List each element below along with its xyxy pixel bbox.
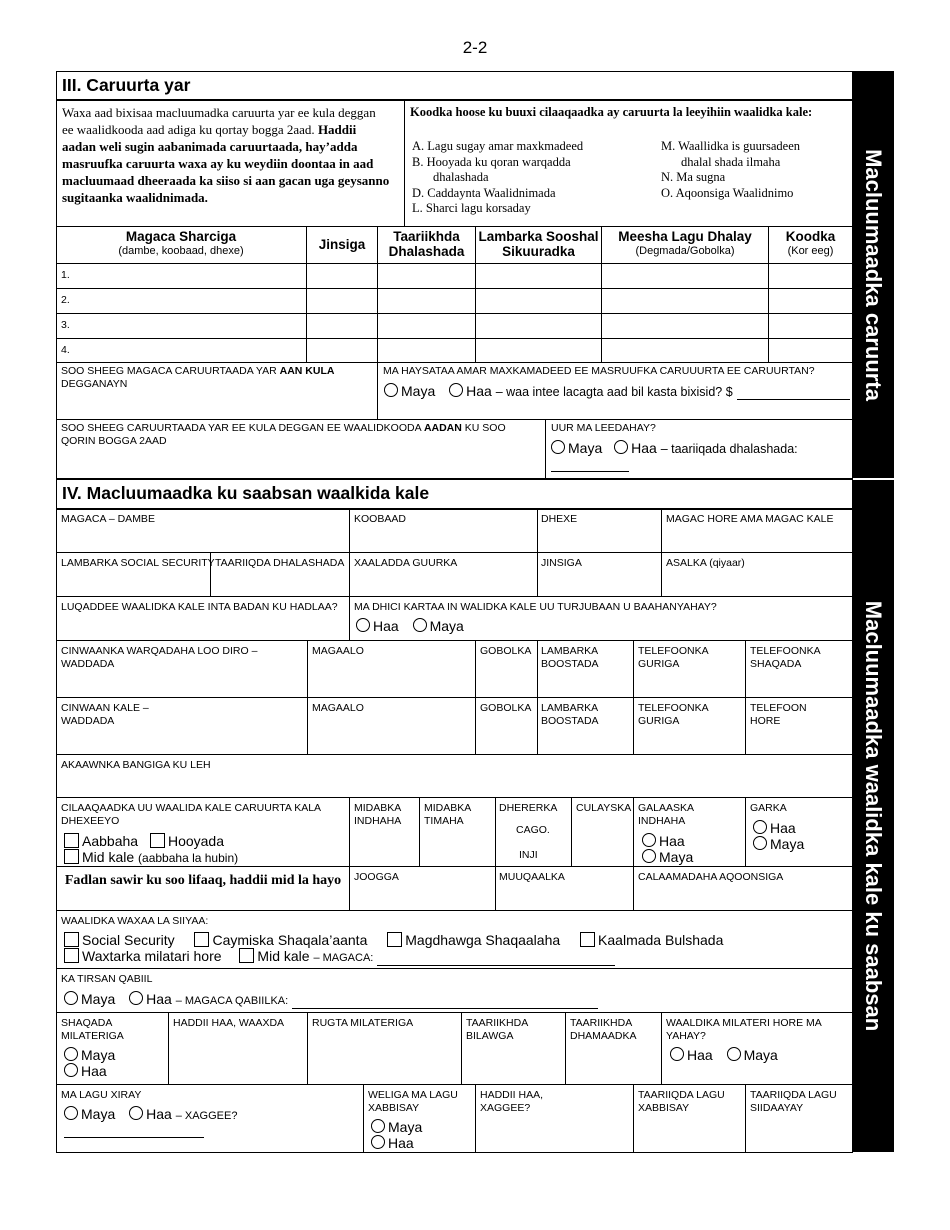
benefit-unemp-option[interactable] — [194, 932, 367, 948]
home2-2: GURIGA — [638, 714, 680, 727]
benefit-ss-checkbox[interactable] — [64, 932, 79, 947]
tribe-maya-option[interactable] — [64, 991, 115, 1007]
rel-father-label: Aabbaha — [82, 833, 139, 849]
other-addr-2: WADDADA — [61, 714, 115, 727]
support-maya-radio[interactable] — [384, 383, 398, 397]
interpreter-haa-label: Haa — [373, 618, 399, 634]
vet-haa-option[interactable] — [670, 1047, 713, 1063]
section3-intro — [62, 104, 390, 206]
col-birthplace-sub: (Degmada/Gobolka) — [635, 245, 735, 257]
parole-maya-label: Maya — [388, 1119, 423, 1135]
field-parole — [368, 1089, 458, 1114]
rel-mother-checkbox[interactable] — [150, 833, 165, 848]
benefit-other-name-field[interactable] — [377, 953, 615, 966]
section3-intro-text: Waxa aad bixisaa macluumadka caruurta yar ee kula deggan ee waalidkooda aad adiga ku qortay bogga 2aad. — [62, 105, 376, 137]
parole-haa-option[interactable] — [371, 1135, 422, 1151]
col-ssn — [476, 229, 601, 259]
support-maya-label: Maya — [401, 383, 436, 399]
field-language[interactable]: LUQADDEE WAALIDKA KALE INTA BADAN KU HADLAA? — [61, 601, 338, 613]
interpreter-options — [356, 618, 464, 634]
field-zip-2[interactable] — [541, 702, 599, 727]
tribe-options — [64, 991, 598, 1009]
beard-haa-label: Haa — [770, 820, 796, 836]
col-ssn-1: Lambarka Sooshal — [478, 229, 599, 244]
pregnant-haa-label: Haa — [631, 440, 657, 456]
glasses-haa-radio[interactable] — [642, 833, 656, 847]
beard-maya-option[interactable] — [753, 836, 804, 852]
beard-haa-option[interactable] — [753, 820, 804, 836]
benefit-workcomp-checkbox[interactable] — [387, 932, 402, 947]
interpreter-haa-radio[interactable] — [356, 618, 370, 632]
support-haa-radio[interactable] — [449, 383, 463, 397]
pregnant-haa-detail: – taariiqada dhalashada: — [660, 442, 798, 456]
col-gender: Jinsiga — [318, 237, 366, 252]
vet-haa-label: Haa — [687, 1047, 713, 1063]
not-with-parent-label — [61, 422, 541, 447]
tribe-maya-label: Maya — [81, 991, 116, 1007]
benefit-welfare-label: Kaalmada Bulshada — [598, 932, 724, 948]
glasses-maya-label: Maya — [659, 849, 694, 865]
prev-phone-1: TELEFOON — [750, 702, 807, 714]
field-state[interactable]: GOBOLKA — [480, 645, 532, 657]
field-build[interactable]: JOOGGA — [354, 871, 399, 883]
photo-note: Fadlan sawir ku soo lifaaq, haddii mid la hayo — [64, 873, 342, 888]
section3-title: III. Caruurta yar — [62, 75, 191, 95]
not-living-label-b: AAN KULA — [279, 365, 335, 377]
end-2: DHAMAADKA — [570, 1029, 637, 1042]
field-tribe: KA TIRSAN QABIIL — [61, 973, 153, 985]
support-order-options — [384, 383, 850, 400]
interpreter-maya-label: Maya — [429, 618, 464, 634]
beard-maya-radio[interactable] — [753, 836, 767, 850]
code-l: L. Sharci lagu korsaday — [412, 201, 531, 215]
work-phone-2: SHAQADA — [750, 657, 802, 670]
col-name-sub: (dambe, koobaad, dhexe) — [118, 245, 244, 257]
not-with-parent-b: AADAN — [423, 422, 462, 434]
support-maya-option[interactable] — [384, 383, 435, 399]
field-city[interactable]: MAGAALO — [312, 645, 364, 657]
hair-2: TIMAHA — [424, 814, 464, 827]
rel-label-1: CILAAQAADKA UU WAALIDA KALE CARUURTA KALA — [61, 802, 322, 814]
code-d: D. Caddaynta Waalidnimada — [412, 185, 556, 200]
mil-1: SHAQADA — [61, 1017, 113, 1029]
glasses-maya-radio[interactable] — [642, 849, 656, 863]
jail-date-1: TAARIIQDA LAGU — [638, 1089, 725, 1101]
tribe-haa-label: Haa — [146, 991, 172, 1007]
jail-haa-radio[interactable] — [129, 1106, 143, 1120]
glasses-1: GALAASKA — [638, 802, 695, 814]
col-name — [56, 229, 306, 259]
glasses-2: INDHAHA — [638, 814, 686, 827]
not-living-label-a: SOO SHEEG MAGACA CARUURTAADA YAR — [61, 365, 277, 377]
table-row[interactable]: 1. — [61, 269, 70, 281]
col-code-label: Koodka — [785, 229, 836, 244]
field-home-phone[interactable] — [638, 645, 709, 670]
jail-maya-option[interactable] — [64, 1106, 115, 1122]
pregnant-haa-option[interactable] — [614, 440, 657, 456]
field-middle-name[interactable]: DHEXE — [541, 513, 578, 525]
home-phone-1: TELEFOONKA — [638, 645, 709, 657]
zip-1: LAMBARKA — [541, 645, 599, 657]
rel-other-checkbox[interactable] — [64, 849, 79, 864]
glasses-haa-option[interactable] — [642, 833, 693, 849]
col-dob-2: Dhalashada — [388, 244, 465, 259]
height-feet-label: CAGO. — [516, 824, 550, 836]
jail-maya-radio[interactable] — [64, 1106, 78, 1120]
benefit-welfare-option[interactable] — [580, 932, 723, 948]
vet-haa-radio[interactable] — [670, 1047, 684, 1061]
beard-options — [753, 820, 804, 852]
jail-where-field[interactable] — [64, 1126, 204, 1138]
benefit-ss-option[interactable] — [64, 932, 175, 948]
vet-maya-radio[interactable] — [727, 1047, 741, 1061]
interpreter-haa-option[interactable] — [356, 618, 399, 634]
field-state-2[interactable]: GOBOLKA — [480, 702, 532, 714]
field-weight[interactable]: CULAYSKA — [576, 802, 632, 814]
field-rank[interactable]: RUGTA MILATERIGA — [312, 1017, 414, 1029]
field-veteran — [666, 1017, 822, 1042]
tribe-haa-option[interactable] — [129, 991, 172, 1007]
support-haa-detail: – waa intee lacagta aad bil kasta bixisid? $ — [495, 385, 733, 399]
due-date-field[interactable] — [551, 460, 629, 472]
benefit-other-label: Mid kale — [257, 948, 310, 964]
vet-maya-label: Maya — [743, 1047, 778, 1063]
field-first-name[interactable]: KOOBAAD — [354, 513, 406, 525]
work-phone-1: TELEFOONKA — [750, 645, 821, 657]
support-haa-option[interactable] — [449, 383, 492, 399]
field-beard: GARKA — [750, 802, 787, 814]
field-home-phone-2[interactable] — [638, 702, 709, 727]
pregnant-maya-option[interactable] — [551, 440, 602, 456]
field-benefits: WAALIDKA WAXAA LA SIIYAA: — [61, 915, 209, 927]
col-dob-1: Taariikhda — [393, 229, 460, 244]
benefit-unemp-checkbox[interactable] — [194, 932, 209, 947]
rel-mother-option[interactable] — [150, 833, 224, 849]
code-m: M. Waallidka is guursadeen — [661, 139, 801, 153]
mil-2: MILATERIGA — [61, 1029, 124, 1042]
field-hair-color[interactable] — [424, 802, 471, 827]
zip2-2: BOOSTADA — [541, 714, 599, 727]
start-1: TAARIIKHDA — [466, 1017, 529, 1029]
prev-phone-2: HORE — [750, 714, 781, 727]
where-2: XAGGEE? — [480, 1101, 531, 1114]
where-1: HADDII HAA, — [480, 1089, 544, 1101]
zip2-1: LAMBARKA — [541, 702, 599, 714]
rel-father-option[interactable] — [64, 833, 138, 849]
col-code-sub: (Kor eeg) — [787, 245, 834, 257]
field-mailing-address[interactable] — [61, 645, 257, 670]
field-bank-account[interactable]: AKAAWNKA BANGIGA KU LEH — [61, 759, 211, 771]
col-name-label: Magaca Sharciga — [125, 229, 237, 244]
height-inches-label: INJI — [519, 849, 538, 861]
benefit-other-option[interactable] — [239, 948, 309, 964]
field-jail-date[interactable] — [638, 1089, 725, 1114]
interpreter-maya-radio[interactable] — [413, 618, 427, 632]
jail-options — [64, 1106, 237, 1124]
other-addr-1: CINWAAN KALE – — [61, 702, 149, 714]
jail-maya-label: Maya — [81, 1106, 116, 1122]
field-start-date[interactable] — [466, 1017, 528, 1042]
table-row[interactable]: 4. — [61, 344, 70, 356]
benefit-military-option[interactable] — [64, 948, 222, 964]
pregnant-options — [551, 440, 798, 457]
rel-other-note: (aabbaha la hubin) — [138, 851, 239, 865]
field-glasses — [638, 802, 694, 827]
support-haa-label: Haa — [466, 383, 492, 399]
field-dob[interactable]: TAARIIQDA DHALASHADA — [215, 557, 345, 569]
field-previous-phone[interactable] — [750, 702, 807, 727]
col-code — [769, 229, 852, 259]
section4-title: IV. Macluumaadka ku saabsan waalkida kale — [62, 483, 430, 503]
tribe-name-field[interactable] — [292, 996, 598, 1009]
benefit-military-checkbox[interactable] — [64, 948, 79, 963]
table-row[interactable]: 2. — [61, 294, 70, 306]
col-birthplace — [602, 229, 768, 259]
jail-haa-option[interactable] — [129, 1106, 172, 1122]
code-n: N. Ma sugna — [661, 170, 726, 184]
field-branch[interactable]: HADDII HAA, WAAXDA — [173, 1017, 285, 1029]
start-2: BILAWGA — [466, 1029, 514, 1042]
field-jail-where[interactable] — [480, 1089, 543, 1114]
mil-haa-label: Haa — [81, 1063, 107, 1079]
release-2: SIIDAAYAY — [750, 1101, 804, 1114]
table-row[interactable]: 3. — [61, 319, 70, 331]
field-former-name[interactable]: MAGAC HORE AMA MAGAC KALE — [666, 513, 834, 525]
rel-other-label: Mid kale — [82, 849, 135, 865]
not-with-parent-a: SOO SHEEG CARUURTAADA YAR EE KULA DEGGAN EE WAALIDKOODA — [61, 422, 422, 434]
jail-haa-detail: – XAGGEE? — [175, 1110, 238, 1122]
tribe-maya-radio[interactable] — [64, 991, 78, 1005]
codes-left — [412, 139, 642, 217]
field-ssn[interactable]: LAMBARKA SOCIAL SECURITY — [61, 557, 215, 569]
codes-right — [661, 139, 851, 201]
vet-2: YAHAY? — [666, 1029, 706, 1042]
field-gender[interactable]: JINSIGA — [541, 557, 582, 569]
field-military — [61, 1017, 124, 1042]
benefit-other-name-label: – MAGACA: — [313, 952, 374, 964]
glasses-maya-option[interactable] — [642, 849, 693, 865]
code-o: O. Aqoonsiga Waalidnimo — [661, 185, 794, 200]
benefit-workcomp-option[interactable] — [387, 932, 560, 948]
page-number: 2-2 — [462, 38, 488, 57]
code-m-cont: dhalal shada ilmaha — [681, 154, 781, 169]
col-dob — [378, 229, 475, 259]
tribe-haa-radio[interactable] — [129, 991, 143, 1005]
field-last-name[interactable]: MAGACA – DAMBE — [61, 513, 155, 525]
field-height[interactable]: DHERERKA — [499, 802, 558, 814]
not-living-with-label — [61, 365, 371, 390]
benefit-other-checkbox[interactable] — [239, 948, 254, 963]
vet-1: WAALDIKA MILATERI HORE MA — [666, 1017, 822, 1029]
mil-maya-radio[interactable] — [64, 1047, 78, 1061]
field-release-date[interactable] — [750, 1089, 837, 1114]
interpreter-maya-option[interactable] — [413, 618, 464, 634]
benefits-options-row2 — [64, 948, 615, 966]
col-ssn-2: Sikuuradka — [502, 244, 575, 259]
home-phone-2: GURIGA — [638, 657, 680, 670]
benefit-military-label: Waxtarka milatari hore — [82, 948, 222, 964]
side-tab-children — [852, 71, 894, 478]
field-eye-color[interactable] — [354, 802, 401, 827]
mil-maya-label: Maya — [81, 1047, 116, 1063]
veteran-options — [670, 1047, 778, 1063]
benefit-ss-label: Social Security — [82, 932, 175, 948]
mil-haa-radio[interactable] — [64, 1063, 78, 1077]
benefit-welfare-checkbox[interactable] — [580, 932, 595, 947]
field-end-date[interactable] — [570, 1017, 637, 1042]
col-birthplace-label: Meesha Lagu Dhalay — [618, 229, 752, 244]
release-1: TAARIIQDA LAGU — [750, 1089, 837, 1101]
field-identifying-marks[interactable]: CALAAMADAHA AQOONSIGA — [638, 871, 784, 883]
parole-maya-radio[interactable] — [371, 1119, 385, 1133]
end-1: TAARIIKHDA — [570, 1017, 633, 1029]
side-tab-other-parent — [852, 480, 894, 1152]
field-marital-status[interactable]: XAALADDA GUURKA — [354, 557, 458, 569]
mailing-addr-2: WADDADA — [61, 657, 115, 670]
relationship-other[interactable] — [64, 849, 238, 866]
field-city-2[interactable]: MAGAALO — [312, 702, 364, 714]
benefit-unemp-label: Caymiska Shaqala’aanta — [212, 932, 368, 948]
code-b: B. Hooyada ku qoran warqadda — [412, 154, 571, 169]
home2-1: TELEFOONKA — [638, 702, 709, 714]
beard-haa-radio[interactable] — [753, 820, 767, 834]
rel-mother-label: Hooyada — [167, 833, 224, 849]
side-tab-other-parent-label: Macluumaadka waalidka kale ku saabsan — [861, 600, 886, 1032]
eye-1: MIDABKA — [354, 802, 402, 814]
mil-maya-option[interactable] — [64, 1047, 115, 1063]
support-order-question: MA HAYSATAA AMAR MAXKAMADEED EE MASRUUFKA CARUUURTA EE CARUURTAN? — [383, 365, 815, 377]
beard-maya-label: Maya — [770, 836, 805, 852]
field-work-phone[interactable] — [750, 645, 821, 670]
benefits-options-row1 — [64, 932, 723, 948]
field-other-address[interactable] — [61, 702, 149, 727]
not-with-parent-c: KU SOO QORIN BOGGA 2AAD — [61, 422, 506, 447]
mailing-addr-1: CINWAANKA WARQADAHA LOO DIRO – — [61, 645, 258, 657]
support-amount-field[interactable] — [737, 387, 850, 400]
rel-label-2: DHEXEEYO — [61, 814, 120, 827]
code-heading: Koodka hoose ku buuxi cilaaqaadka ay caruurta la leeyihiin waalidka kale: — [410, 105, 813, 119]
field-interpreter: MA DHICI KARTAA IN WALIDKA KALE UU TURJUBAAN U BAAHANYAHAY? — [354, 601, 717, 613]
code-a: A. Lagu sugay amar maxkmadeed — [412, 139, 584, 153]
field-complexion[interactable]: MUUQAALKA — [499, 871, 565, 883]
code-b-cont: dhalashada — [433, 170, 489, 184]
pregnant-question: UUR MA LEEDAHAY? — [551, 422, 656, 434]
hair-1: MIDABKA — [424, 802, 472, 814]
pregnant-haa-radio[interactable] — [614, 440, 628, 454]
not-living-label-c: DEGGANAYN — [61, 377, 128, 390]
glasses-options — [642, 833, 693, 865]
parole-2: XABBISAY — [368, 1101, 420, 1114]
eye-2: INDHAHA — [354, 814, 402, 827]
field-race[interactable]: ASALKA (qiyaar) — [666, 557, 745, 569]
field-jailed: MA LAGU XIRAY — [61, 1089, 142, 1101]
parole-haa-radio[interactable] — [371, 1135, 385, 1149]
pregnant-maya-radio[interactable] — [551, 440, 565, 454]
jail-date-2: XABBISAY — [638, 1101, 690, 1114]
field-relationship — [61, 802, 321, 827]
glasses-haa-label: Haa — [659, 833, 685, 849]
benefit-workcomp-label: Magdhawga Shaqaalaha — [405, 932, 561, 948]
field-zip[interactable] — [541, 645, 599, 670]
parole-1: WELIGA MA LAGU — [368, 1089, 458, 1101]
parole-options — [371, 1119, 422, 1151]
parole-maya-option[interactable] — [371, 1119, 422, 1135]
jail-haa-label: Haa — [146, 1106, 172, 1122]
section3-intro-bold: Haddii aadan weli sugin aabanimada caruurtaada, hay’adda masruufka caruurta waxa ay ku weydiin doontaa in aad macluumaad dheeraada ka siiso si aan gacan uga geysanno sugitaanka waalidnimada. — [62, 122, 390, 205]
military-options — [64, 1047, 115, 1079]
relationship-options — [64, 833, 224, 849]
side-tab-children-label: Macluumaadka caruurta — [861, 148, 886, 401]
tribe-haa-detail: – MAGACA QABIILKA: — [175, 995, 289, 1007]
parole-haa-label: Haa — [388, 1135, 414, 1151]
pregnant-maya-label: Maya — [568, 440, 603, 456]
zip-2: BOOSTADA — [541, 657, 599, 670]
rel-father-checkbox[interactable] — [64, 833, 79, 848]
mil-haa-option[interactable] — [64, 1063, 115, 1079]
vet-maya-option[interactable] — [727, 1047, 778, 1063]
